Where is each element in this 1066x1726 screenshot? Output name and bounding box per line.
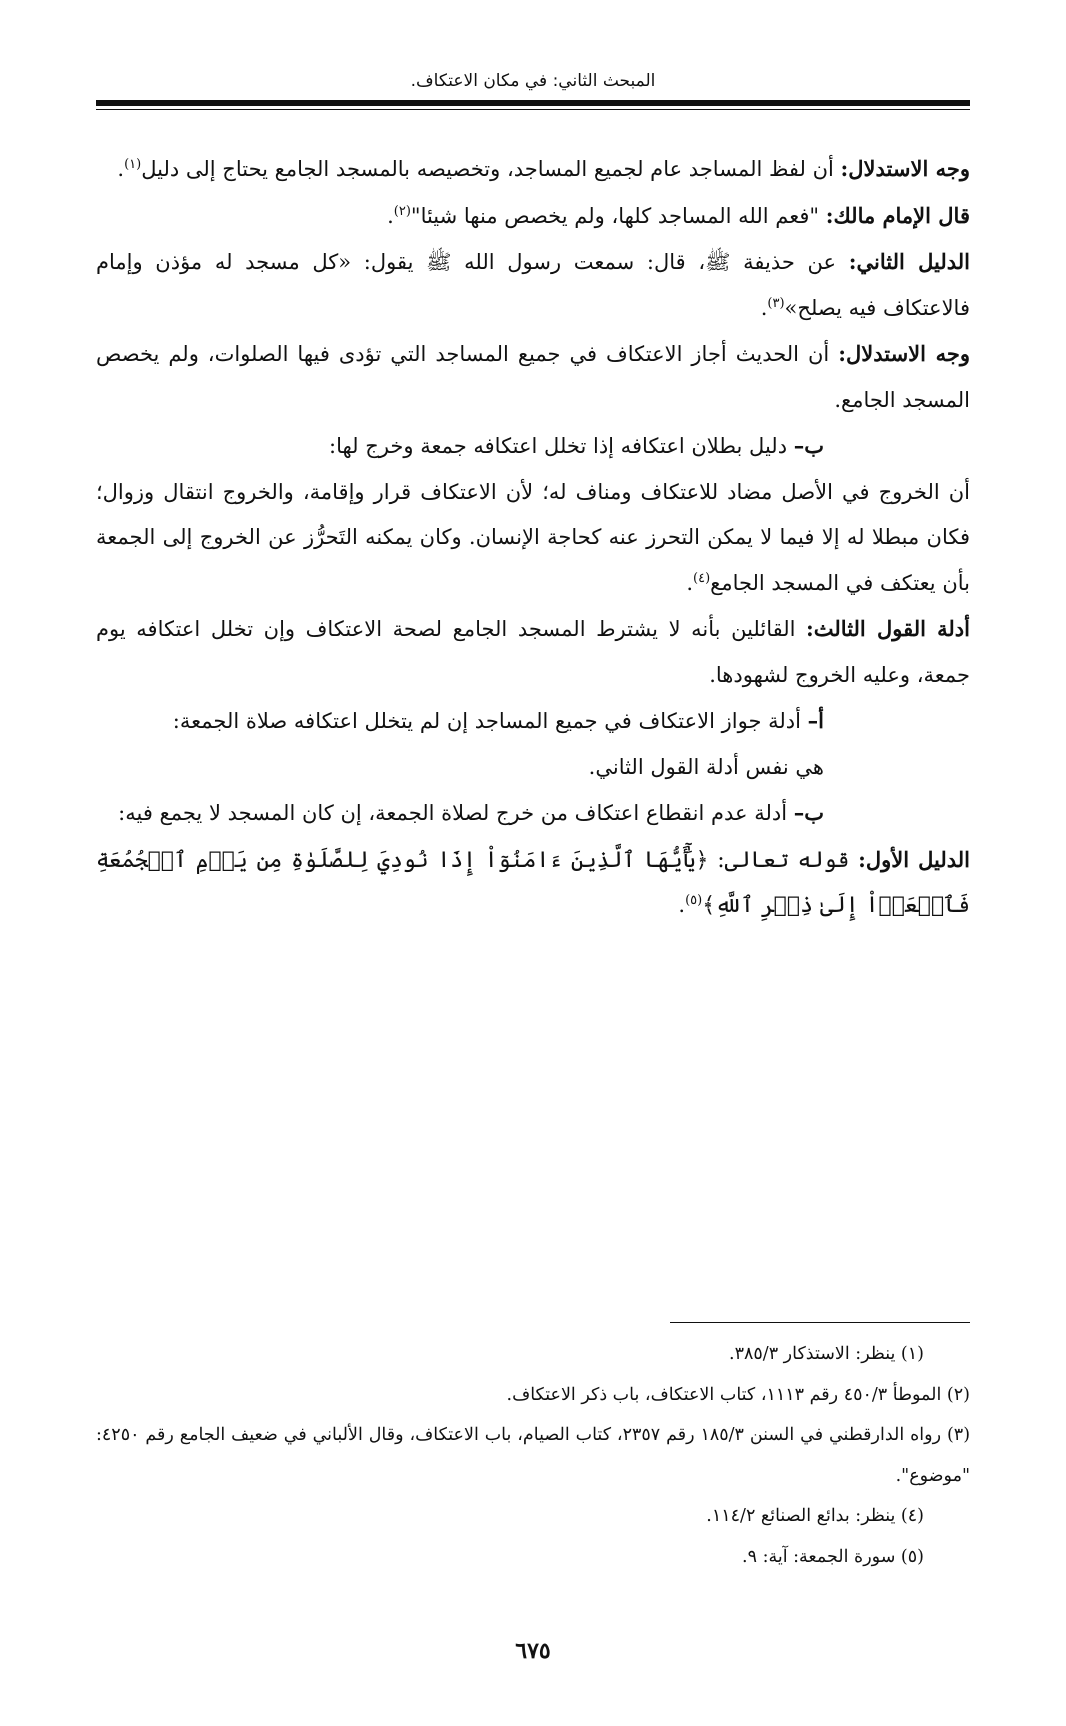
paragraph-lead: قال الإمام مالك:	[825, 202, 970, 228]
paragraph-tail: .	[686, 570, 693, 595]
paragraph-text: أن لفظ المساجد عام لجميع المساجد، وتخصيصه بالمسجد الجامع يحتاج إلى دليل	[141, 157, 841, 181]
paragraph-text: هي نفس أدلة القول الثاني.	[588, 754, 824, 779]
footnote: (١) ينظر: الاستذكار ٣٨٥/٣.	[729, 1344, 924, 1364]
paragraph	[96, 239, 970, 331]
footnote-reference[interactable]: (٤)	[693, 570, 711, 586]
paragraph-lead: الدليل الثاني:	[848, 249, 970, 274]
paragraph-text: دليل بطلان اعتكافه إذا تخلل اعتكافه جمعة وخرج لها:	[329, 434, 794, 458]
footnote-reference[interactable]: (٥)	[685, 893, 703, 908]
paragraph-text: أدلة جواز الاعتكاف في جميع المساجد إن لم يتخلل اعتكافه صلاة الجمعة:	[172, 709, 808, 733]
quran-verse: قوله تعالى: ﴿يَٰٓأَيُّهَا ٱلَّذِينَ ءَامَنُوٓاْ إِذَا نُودِيَ لِلصَّلَوٰةِ مِن يَوۡمِ ٱلۡجُمُعَةِ فَٱسۡعَوۡاْ إِلَىٰ ذِكۡرِ ٱللَّهِ﴾	[96, 847, 970, 918]
footnote: (٢) الموطأ ٤٥٠/٣ رقم ١١١٣، كتاب الاعتكاف، باب ذكر الاعتكاف.	[506, 1384, 970, 1405]
footnote: (٥) سورة الجمعة: آية: ٩.	[742, 1546, 924, 1567]
paragraph-lead: الدليل الأول:	[858, 846, 970, 872]
paragraph-lead: أ–	[807, 708, 824, 733]
main-text	[96, 146, 970, 929]
footnote-separator	[670, 1322, 970, 1323]
footnote-reference[interactable]: (٣)	[767, 295, 785, 311]
paragraph	[96, 470, 970, 607]
paragraph-tail: .	[117, 157, 125, 181]
paragraph	[96, 331, 970, 423]
footnote: (٣) رواه الدارقطني في السنن ١٨٥/٣ رقم ٢٣٥٧، كتاب الصيام، باب الاعتكاف، وقال الألباني في ضعيف الجامع رقم ٤٢٥٠: "موضوع".	[96, 1425, 971, 1486]
running-header	[96, 66, 970, 106]
paragraph-tail: .	[678, 893, 686, 917]
paragraph-lead: وجه الاستدلال:	[838, 341, 970, 366]
paragraph	[96, 193, 970, 240]
running-header-title: المبحث الثاني: في مكان الاعتكاف.	[410, 71, 656, 91]
footnotes	[96, 1334, 970, 1577]
paragraph	[96, 423, 970, 470]
paragraph	[96, 606, 970, 698]
paragraph-lead: ب–	[793, 433, 824, 458]
paragraph-tail: .	[760, 295, 768, 320]
paragraph-text: أدلة عدم انقطاع اعتكاف من خرج لصلاة الجمعة، إن كان المسجد لا يجمع فيه:	[118, 801, 794, 825]
paragraph-text: أن الحديث أجاز الاعتكاف في جميع المساجد التي تؤدى فيها الصلوات، ولم يخصص المسجد الجامع.	[96, 342, 970, 412]
paragraph-tail: .	[387, 203, 394, 228]
page-number: ٦٧٥	[515, 1638, 551, 1664]
footnote-reference[interactable]: (١)	[124, 157, 142, 172]
paragraph-text: عن حذيفة ﷺ، قال: سمعت رسول الله ﷺ يقول: «كل مسجد له مؤذن وإمام فالاعتكاف فيه يصلح»	[96, 250, 970, 320]
paragraph	[96, 837, 970, 929]
paragraph-lead: وجه الاستدلال:	[840, 156, 970, 181]
header-rule-thin	[96, 109, 970, 110]
paragraph	[96, 790, 970, 837]
paragraph-lead: ب–	[793, 800, 824, 825]
paragraph-lead: أدلة القول الثالث:	[806, 616, 970, 641]
paragraph	[96, 698, 970, 745]
paragraph	[96, 146, 970, 193]
footnote-reference[interactable]: (٢)	[393, 203, 411, 219]
footnote: (٤) ينظر: بدائع الصنائع ١١٤/٢.	[706, 1506, 924, 1526]
paragraph	[96, 745, 970, 791]
paragraph-text: "فعم الله المساجد كلها، ولم يخصص منها شيئا"	[410, 203, 826, 228]
paragraph-text: القائلين بأنه لا يشترط المسجد الجامع لصحة الاعتكاف وإن تخلل اعتكافه يوم جمعة، وعليه الخروج لشهودها.	[96, 617, 970, 687]
paragraph-text: أن الخروج في الأصل مضاد للاعتكاف ومناف له؛ لأن الاعتكاف قرار وإقامة، والخروج انتقال وزوال؛ فكان مبطلا له إلا فيما لا يمكن التحرز عنه كحاجة الإنسان. وكان يمكنه التَحرُّز عن الخروج إلى الجمعة بأن يعتكف في المسجد الجامع	[96, 479, 970, 595]
header-rule	[96, 100, 970, 106]
